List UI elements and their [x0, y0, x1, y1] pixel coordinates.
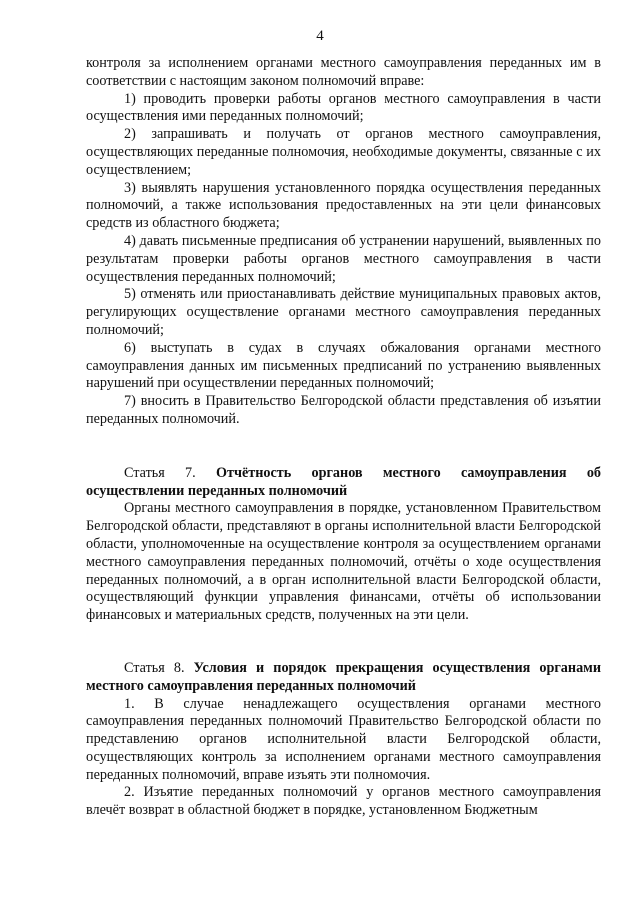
spacer [86, 625, 601, 660]
right-item-7: 7) вносить в Правительство Белгородской области представления об изъятии переданных полномочий. [86, 393, 601, 427]
article-7-heading [86, 465, 601, 501]
right-item-6: 6) выступать в судах в случаях обжалования органами местного самоуправления данных им письменных предписаний по устранению выявленных нарушений при осуществлении переданных полномочий; [86, 339, 601, 392]
article-8-paragraph-1: 1. В случае ненадлежащего осуществления органами местного самоуправления переданных полномочий Правительство Белгородской области по представлению органов исполнительной власти Белгородской области, осуществляющих контроль за исполнением органами местного самоуправления переданных полномочий, вправе изъять эти полномочия. [86, 695, 601, 783]
article-8-paragraph-2: 2. Изъятие переданных полномочий у органов местного самоуправления влечёт возврат в областной бюджет в порядке, установленном Бюджетным [86, 784, 601, 819]
article-7-title: Отчётность органов местного самоуправления об осуществлении переданных полномочий [86, 464, 602, 499]
article-8-label: Статья 8. [124, 659, 185, 676]
article-7-label: Статья 7. [124, 464, 196, 481]
article-7-text: Органы местного самоуправления в порядке, установленном Правительством Белгородской области, представляют в органы исполнительной власти Белгородской области, уполномоченные на осуществление контроля за осуществлением органами местного самоуправления переданных полномочий, отчёты о ходе осуществления переданных полномочий, а в орган исполнительной власти Белгородской области, осуществляющий функции управления финансами, отчёты об использовании финансовых и материальных средств, полученных на эти цели. [86, 500, 601, 624]
right-item-3: 3) выявлять нарушения установленного порядка осуществления переданных полномочий, а также использования предоставленных на эти цели финансовых средств из областного бюджета; [86, 179, 601, 232]
article-8-title: Условия и порядок прекращения осуществления органами местного самоуправления переданных полномочий [86, 659, 602, 694]
article-8-heading [86, 660, 601, 696]
spacer [86, 429, 601, 465]
right-item-4: 4) давать письменные предписания об устранении нарушений, выявленных по результатам проверки работы органов местного самоуправления в части осуществления переданных полномочий; [86, 232, 601, 285]
intro-paragraph: контроля за исполнением органами местного самоуправления переданных им в соответствии с настоящим законом полномочий вправе: [86, 55, 601, 89]
page-number: 4 [316, 28, 324, 44]
right-item-1: 1) проводить проверки работы органов местного самоуправления в части осуществления ими переданных полномочий; [86, 90, 601, 125]
right-item-5: 5) отменять или приостанавливать действие муниципальных правовых актов, регулирующих осуществление органами местного самоуправления переданных полномочий; [86, 286, 601, 338]
right-item-2: 2) запрашивать и получать от органов местного самоуправления, осуществляющих переданные полномочия, необходимые документы, связанные с их осуществлением; [86, 126, 601, 178]
document-body [86, 55, 601, 820]
